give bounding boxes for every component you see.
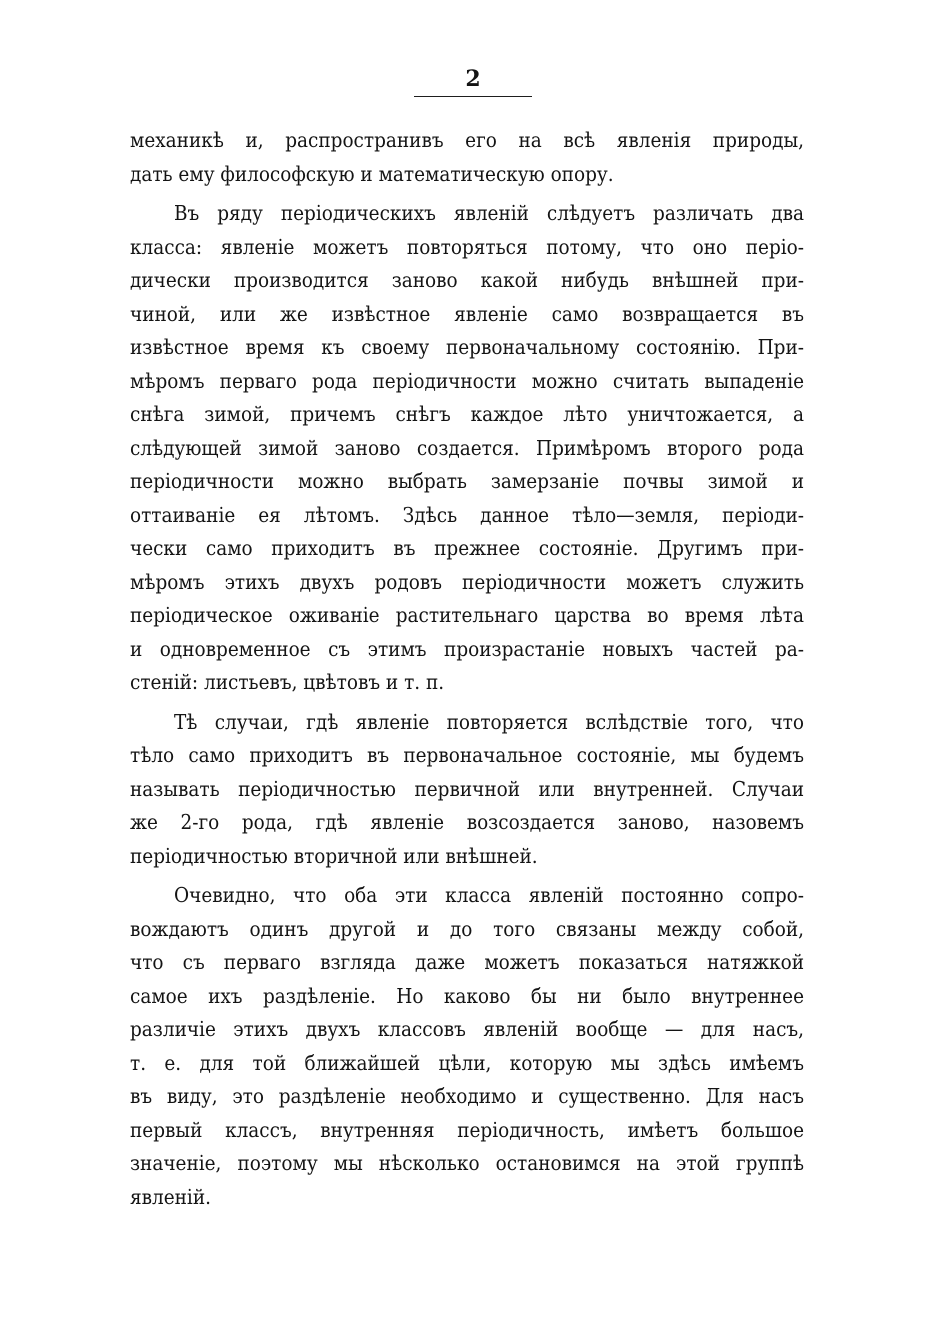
header-rule [414, 96, 532, 97]
text-line: самое ихъ раздѣленіе. Но каково бы ни было внутреннее [130, 983, 804, 1008]
text-line: значеніе, поэтому мы нѣсколько остановимся на этой группѣ [130, 1151, 804, 1175]
text-line: слѣдующей зимой заново создается. Примѣромъ второго рода [130, 435, 804, 460]
paragraph-2 [130, 197, 804, 700]
text-line: чески само приходитъ въ прежнее состояніе. Другимъ при- [130, 536, 804, 560]
text-line: тѣло само приходитъ въ первоначальное состояніе, мы будемъ [130, 743, 804, 767]
text-line: извѣстное время къ своему первоначальному состоянію. При- [130, 335, 804, 359]
text-line: механикѣ и, распространивъ его на всѣ явленія природы, [130, 128, 804, 152]
text-line: въ виду, это раздѣленіе необходимо и существенно. Для насъ [130, 1084, 804, 1108]
text-line: класса: явленіе можетъ повторяться потому, что оно перiо- [130, 234, 804, 259]
text-line: первый классъ, внутренняя періодичность, имѣетъ большое [130, 1117, 804, 1142]
text-line: мѣромъ перваго рода періодичности можно считать выпаденіе [130, 368, 804, 393]
text-line: періодичностью вторичной или внѣшней. [130, 843, 538, 868]
paragraph-1 [130, 124, 804, 191]
body-text [130, 124, 804, 1214]
text-line: періодическое оживаніе растительнаго царства во время лѣта [130, 603, 804, 627]
text-line: дать ему философскую и математическую опору. [130, 161, 614, 186]
text-line: Въ ряду періодическихъ явленій слѣдуетъ различать два [174, 201, 804, 225]
text-line: періодичности можно выбрать замерзаніе почвы зимой и [130, 469, 804, 493]
text-line: Очевидно, что оба эти класса явленій постоянно сопро- [174, 883, 804, 907]
text-line: стеній: листьевъ, цвѣтовъ и т. п. [130, 670, 445, 694]
text-line: Тѣ случаи, гдѣ явленіе повторяется вслѣдствіе того, что [174, 709, 804, 734]
paragraph-4 [130, 879, 804, 1214]
text-line: называть періодичностью первичной или внутренней. Случаи [130, 776, 804, 801]
paragraph-3 [130, 706, 804, 874]
text-line: и одновременное съ этимъ произрастаніе новыхъ частей ра- [130, 636, 804, 661]
text-line: же 2-го рода, гдѣ явленіе возсоздается заново, назовемъ [130, 810, 804, 834]
text-line: явленій. [130, 1184, 211, 1209]
text-line: снѣга зимой, причемъ снѣгъ каждое лѣто уничтожается, а [130, 402, 804, 426]
text-line: чиной, или же извѣстное явленіе само возвращается въ [130, 301, 804, 326]
text-line: оттаиваніе ея лѣтомъ. Здѣсь данное тѣло—земля, періоди- [130, 502, 804, 527]
text-line: т. е. для той ближайшей цѣли, которую мы здѣсь имѣемъ [130, 1050, 804, 1075]
text-line: что съ перваго взгляда даже можетъ показаться натяжкой [130, 950, 804, 974]
text-line: вождаютъ одинъ другой и до того связаны между собой, [130, 916, 804, 941]
text-line: мѣромъ этихъ двухъ родовъ періодичности можетъ служить [130, 569, 804, 594]
text-line: дически производится заново какой нибудь внѣшней при- [130, 268, 804, 292]
page-number: 2 [465, 66, 481, 92]
text-line: различіе этихъ двухъ классовъ явленій вообще — для насъ, [130, 1017, 804, 1041]
